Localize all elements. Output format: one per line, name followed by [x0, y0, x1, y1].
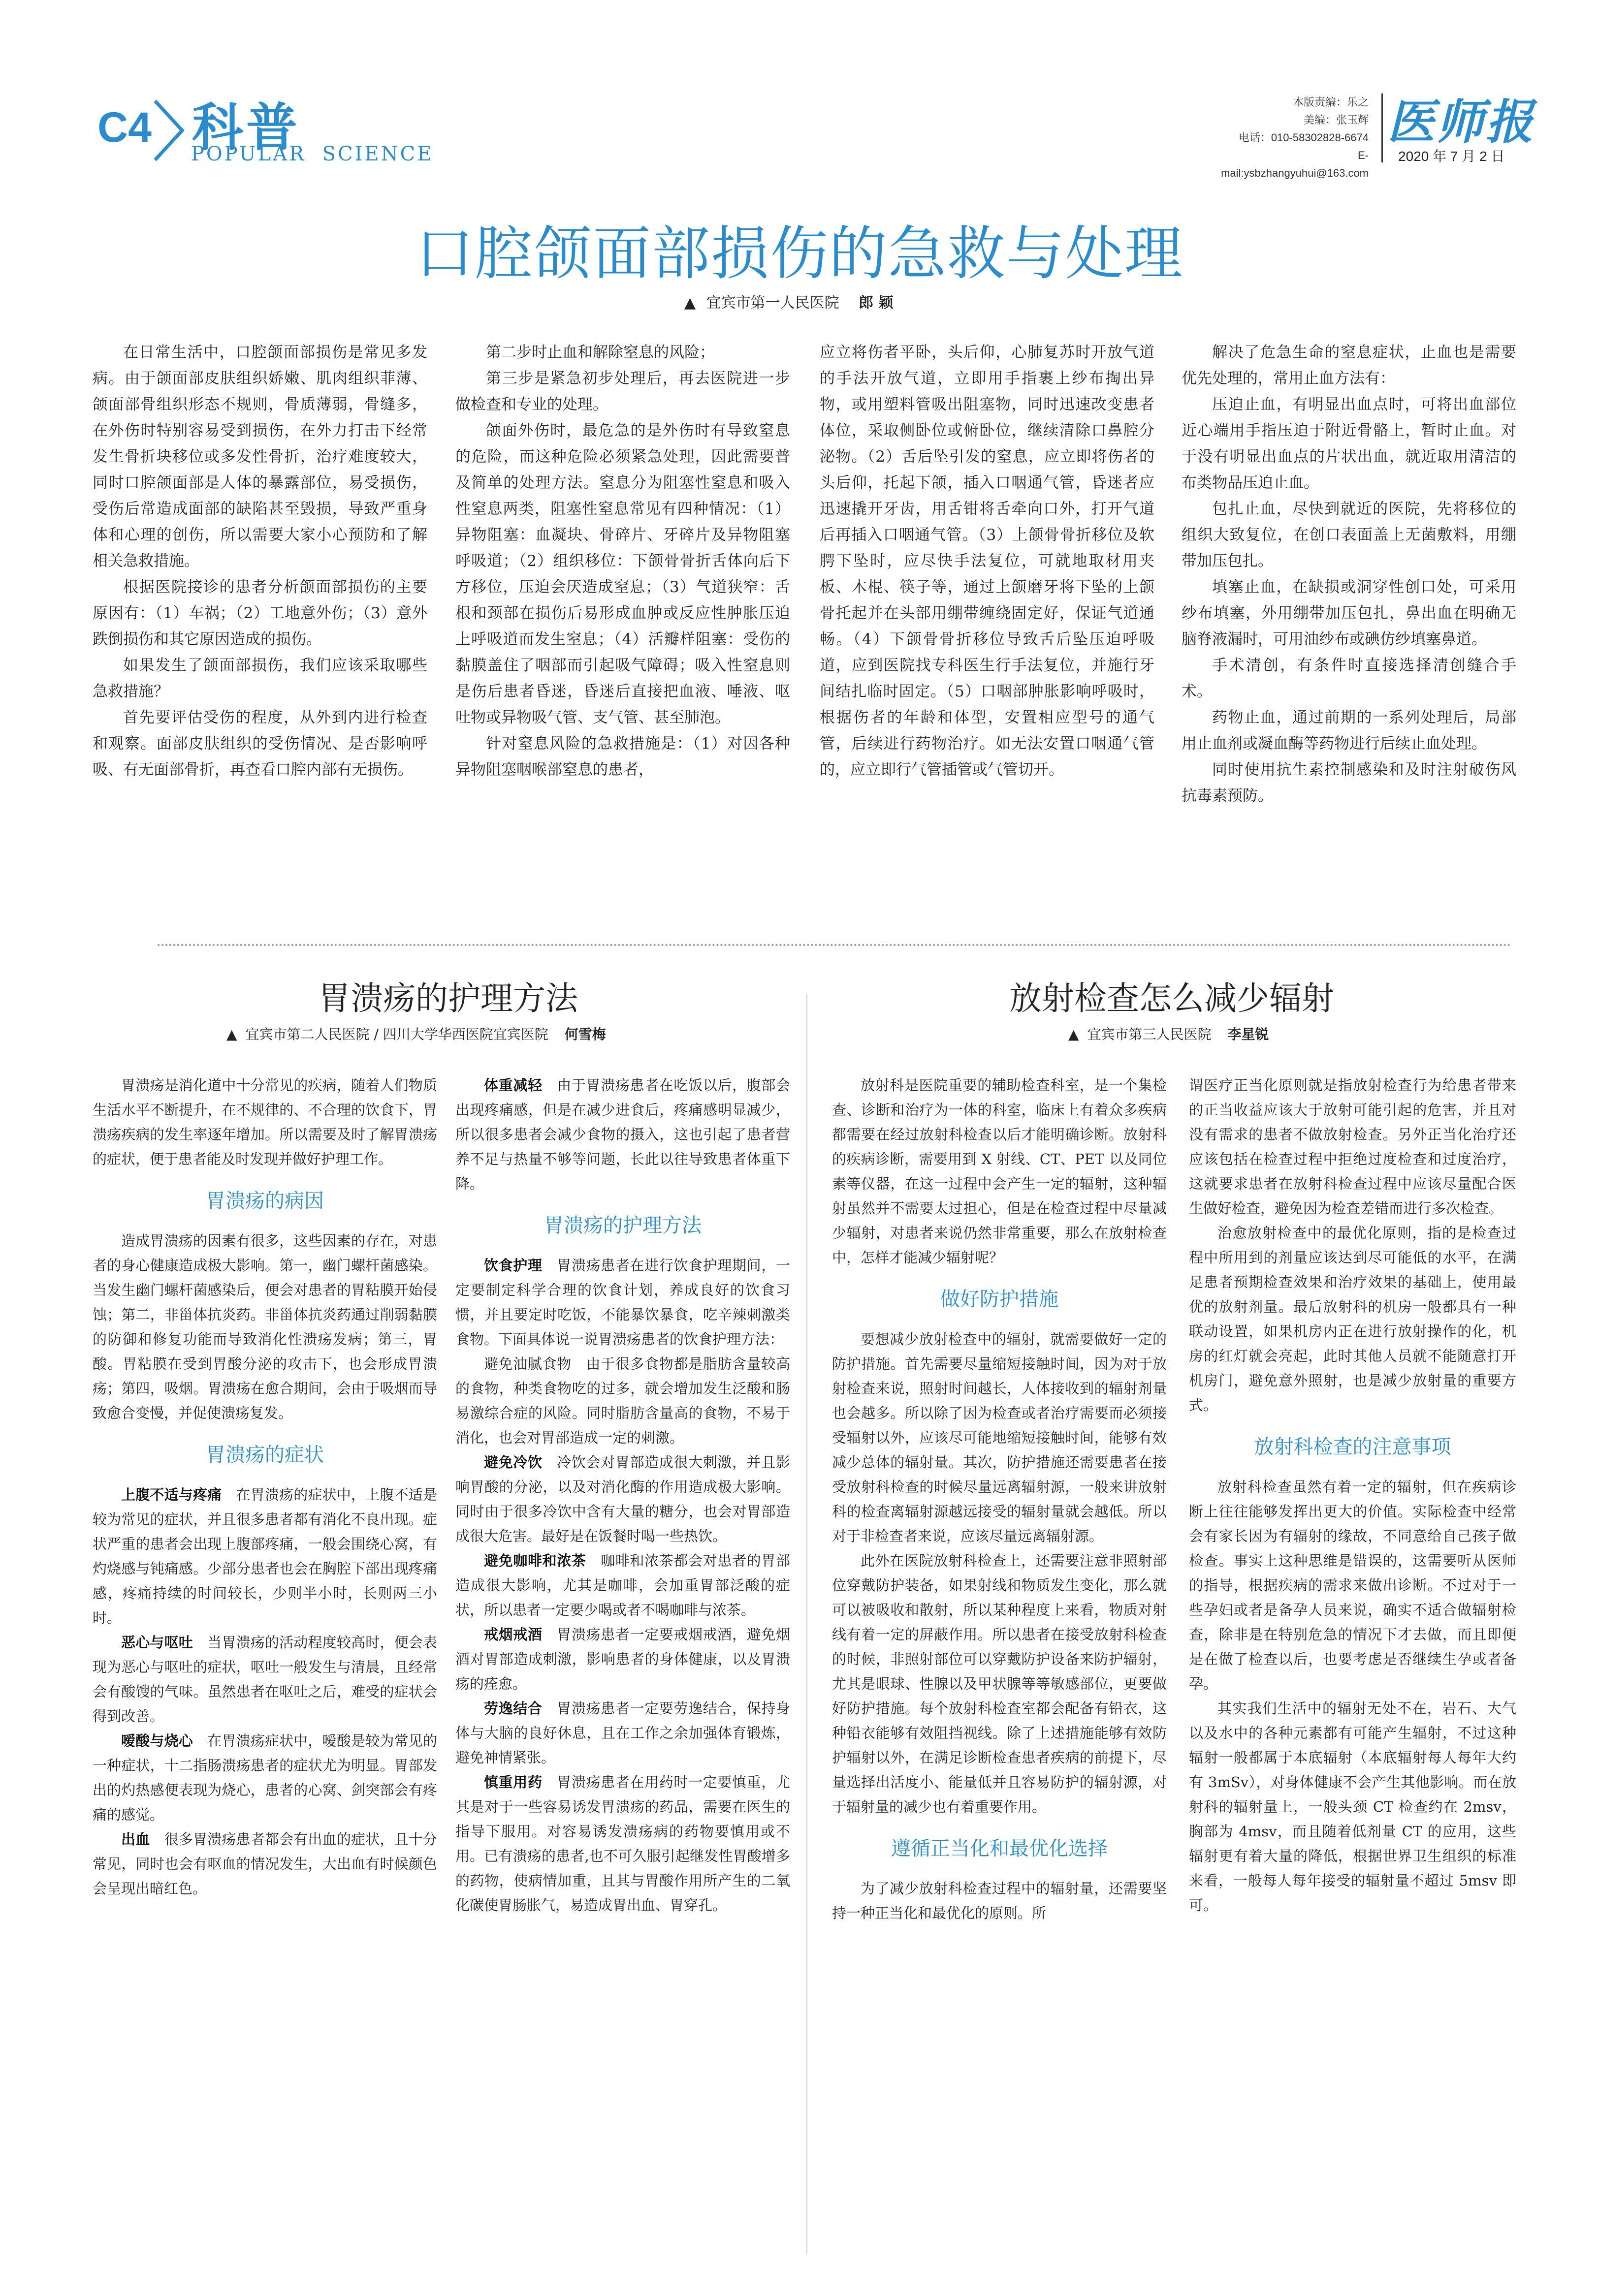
- paragraph-text: 在胃溃疡的症状中，上腹不适是较为常见的症状，并且很多患者都有消化不良出现。症状严重的患者会出现上腹部疼痛，一般会围绕心窝，有灼烧感与钝痛感。少部分患者也会在胸腔下部出现疼痛感，疼痛持续的时间较长，少则半小时，长则两三小时。: [93, 1486, 437, 1626]
- byline-author: 郎 颖: [859, 294, 894, 312]
- paragraph: 放射科是医院重要的辅助检查科室，是一个集检查、诊断和治疗为一体的科室，临床上有着众多疾病都需要在经过放射科检查以后才能明确诊断。放射科的疾病诊断，需要用到 X 射线、CT、PET 以及同位素等仪器，在这一过程中会产生一定的辐射，这种辐射虽然并不需要太过担心，但是在检查过程中尽量减少辐射，对患者来说仍然非常重要，那么在放射检查中，怎样才能减少辐射呢？: [832, 1077, 1167, 1266]
- paragraph: [455, 1548, 790, 1622]
- main-headline: 口腔颌面部损伤的急救与处理: [415, 220, 1183, 287]
- lead-term: 饮食护理: [484, 1257, 543, 1274]
- paragraph: [93, 1729, 437, 1827]
- lead-term: 避免咖啡和浓茶: [484, 1552, 586, 1569]
- byline-org: 宜宾市第二人民医院 / 四川大学华西医院宜宾医院: [245, 1026, 548, 1042]
- paragraph: 药物止血，通过前期的一系列处理后，局部用止血剂或凝血酶等药物进行后续止血处理。: [1182, 709, 1516, 753]
- paragraph: 填塞止血，在缺损或洞穿性创口处，可采用纱布填塞，外用绷带加压包扎，鼻出血在明确无脑脊液漏时，可用油纱布或碘仿纱填塞鼻道。: [1182, 578, 1516, 648]
- main-byline: [684, 290, 894, 312]
- paragraph: 在日常生活中，口腔颌面部损伤是常见多发病。由于颌面部皮肤组织娇嫩、肌肉组织菲薄、颌面部骨组织形态不规则，骨质薄弱，骨缝多，在外伤时特别容易受到损伤，在外力打击下经常发生骨折块移位或多发性骨折，治疗难度较大，同时口腔颌面部是人体的暴露部位，易受损伤，受伤后常造成面部的缺陷甚至毁损，导致严重身体和心理的创伤，所以需要大家小心预防和了解相关急救措施。: [93, 344, 427, 570]
- lead-term: 出血: [121, 1831, 150, 1848]
- triangle-icon: ▲: [226, 1026, 237, 1042]
- editor-info: [1221, 94, 1369, 182]
- ulcer-headline: 胃溃疡的护理方法: [318, 979, 578, 1017]
- paragraph: 颌面外伤时，最危急的是外伤时有导致窒息的危险，而这种危险必须紧急处理，因此需要普及简单的处理方法。窒息分为阻塞性窒息和吸入性窒息两类，阻塞性窒息常见有四种情况：（1）异物阻塞：血凝块、骨碎片、牙碎片及异物阻塞呼吸道；（2）组织移位：下颌骨骨折舌体向后下方移位，压迫会厌造成窒息；（3）气道狭窄：舌根和颈部在损伤后易形成血肿或反应性肿胀压迫上呼吸道而发生窒息；（4）活瓣样阻塞：受伤的黏膜盖住了咽部而引起吸气障碍；吸入性窒息则是伤后患者昏迷，昏迷后直接把血液、唾液、呕吐物或异物吸气管、支气管、甚至肺泡。: [455, 422, 790, 726]
- radiation-column-1: [832, 1073, 1167, 1925]
- paragraph: 解决了危急生命的窒息症状，止血也是需要优先处理的，常用止血方法有：: [1182, 344, 1516, 387]
- lead-term: 恶心与呕吐: [121, 1634, 193, 1651]
- lead-term: 避免冷饮: [484, 1454, 543, 1471]
- main-column-3: [820, 340, 1154, 783]
- paragraph: 包扎止血，尽快到就近的医院，先将移位的组织大致复位，在创口表面盖上无菌敷料，用绷带加压包扎。: [1182, 500, 1516, 570]
- paragraph: 应立将伤者平卧，头后仰，心肺复苏时开放气道的手法开放气道，立即用手指裹上纱布掏出异物，或用塑料管吸出阻塞物，同时迅速改变患者体位，采取侧卧位或俯卧位，继续清除口鼻腔分泌物。（2）舌后坠引发的窒息，应立即将伤者的头后仰，托起下颌，插入口咽通气管，昏迷者应迅速撬开牙齿，用舌钳将舌牵向口外，打开气道后再插入口咽通气管。（3）上颌骨骨折移位及软腭下坠时，应尽快手法复位，可就地取材用夹板、木棍、筷子等，通过上颌磨牙将下坠的上颌骨托起并在头部用绷带缠绕固定好，保证气道通畅。（4）下颌骨骨折移位导致舌后坠压迫呼吸道，应到医院找专科医生行手法复位，并施行牙间结扎临时固定。（5）口咽部肿胀影响呼吸时，根据伤者的年龄和体型，安置相应型号的通气管，后续进行药物治疗。如无法安置口咽通气管的，应立即行气管插管或气管切开。: [820, 344, 1154, 779]
- paragraph: 第三步是紧急初步处理后，再去医院进一步做检查和专业的处理。: [455, 370, 790, 413]
- paragraph: 针对窒息风险的急救措施是：（1）对因各种异物阻塞咽喉部窒息的患者，: [455, 735, 790, 779]
- paragraph: [93, 1482, 437, 1630]
- subheading: 做好防护措施: [940, 1288, 1058, 1311]
- subheading: 放射科检查的注意事项: [1254, 1436, 1451, 1458]
- byline-author: 李星锐: [1227, 1026, 1269, 1042]
- paragraph: [455, 1696, 790, 1770]
- paragraph-text: 在胃溃疡症状中，嗳酸是较为常见的一种症状，十二指肠溃疡患者的症状尤为明显。胃部发出的灼热感便表现为烧心，患者的心窝、剑突部会有疼痛的感觉。: [93, 1732, 437, 1823]
- ulcer-column-2: [455, 1073, 790, 1918]
- byline-org: 宜宾市第一人民医院: [706, 294, 839, 312]
- main-column-4: [1182, 340, 1516, 809]
- paragraph: 治愈放射检查中的最优化原则，指的是检查过程中所用到的剂量应该达到尽可能低的水平，在满足患者预期检查效果和治疗效果的基础上，使用最优的放射剂量。最后放射科的机房一般都具有一种联动设置，如果机房内正在进行放射操作的化，机房的红灯就会亮起，此时其他人员就不能随意打开机房门，避免意外照射，也是减少放射量的重要方式。: [1189, 1225, 1516, 1414]
- ulcer-column-1: [93, 1073, 437, 1901]
- radiation-headline: 放射检查怎么减少辐射: [1009, 979, 1334, 1017]
- paragraph: 此外在医院放射科检查上，还需要注意非照射部位穿戴防护装备，如果射线和物质发生变化，那么就可以被吸收和散射，所以某种程度上来看，物质对射线有着一定的屏蔽作用。所以患者在接受放射科检查的时候，非照射部位可以穿戴防护设备来防护辐射，尤其是眼球、性腺以及甲状腺等等敏感部位，更要做好防护措施。每个放射科检查室都会配备有铅衣，这种铅衣能够有效阻挡视线。除了上述措施能够有效防护辐射以外，在满足诊断检查患者疾病的前提下，尽量选择出活度小、能量低并且容易防护的辐射源，对于辐射量的减少也有着重要作用。: [832, 1552, 1167, 1815]
- paragraph: 如果发生了颌面部损伤，我们应该采取哪些急救措施？: [93, 657, 427, 700]
- issue-date: 2020 年 7 月 2 日: [1398, 149, 1505, 164]
- lead-term: 嗳酸与烧心: [121, 1732, 193, 1749]
- paragraph-text: 胃溃疡患者在用药时一定要慎重，尤其是对于一些容易诱发胃溃疡的药品，需要在医生的指导下服用。对容易诱发溃疡病的药物要慎用或不用。已有溃疡的患者,也不可久服引起继发性胃酸增多的药物，使病情加重，且其与胃酸作用所产生的二氧化碳使胃肠胀气，易造成胃出血、胃穿孔。: [455, 1774, 790, 1914]
- paragraph: [455, 1253, 790, 1352]
- paragraph: [455, 1622, 790, 1696]
- paragraph: 同时使用抗生素控制感染和及时注射破伤风抗毒素预防。: [1182, 761, 1516, 805]
- radiation-column-2: [1189, 1073, 1516, 1918]
- paragraph: 造成胃溃疡的因素有很多，这些因素的存在，对患者的身心健康造成极大影响。第一，幽门螺杆菌感染。当发生幽门螺杆菌感染后，便会对患者的胃粘膜开始侵蚀；第二，非甾体抗炎药。非甾体抗炎药通过削弱黏膜的防御和修复功能而导致消化性溃疡发病；第三，胃酸。胃粘膜在受到胃酸分泌的攻击下，也会形成胃溃疡；第四，吸烟。胃溃疡在愈合期间，会由于吸烟而导致愈合变慢，并促使溃疡复发。: [93, 1232, 437, 1421]
- lead-term: 上腹不适与疼痛: [121, 1486, 222, 1503]
- section-title-en: POPULAR SCIENCE: [191, 143, 434, 165]
- paragraph: 手术清创，有条件时直接选择清创缝合手术。: [1182, 657, 1516, 700]
- paragraph: 要想减少放射检查中的辐射，就需要做好一定的防护措施。首先需要尽量缩短接触时间，因为对于放射检查来说，照射时间越长，人体接收到的辐射剂量也会越多。所以除了因为检查或者治疗需要而必须接受辐射以外，应该尽可能地缩短接触时间，能够有效减少总体的辐射量。其次，防护措施还需要患者在接受放射科检查的时候尽量远离辐射源，一般来讲放射科的检查离辐射源越远接受的辐射量就会越低。所以对于非检查者来说，应该尽量远离辐射源。: [832, 1331, 1167, 1544]
- lead-term: 体重减轻: [484, 1077, 543, 1094]
- radiation-byline: [1068, 1024, 1269, 1043]
- newspaper-logo: 医师报: [1387, 94, 1535, 150]
- paragraph: 其实我们生活中的辐射无处不在，岩石、大气以及水中的各种元素都有可能产生辐射，不过这种辐射一般都属于本底辐射（本底辐射每人每年大约有 3mSv），对身体健康不会产生其他影响。而在放射科的辐射量上，一般头颈 CT 检查约在 2msv，胸部为 4msv，而且随着低剂量 CT 的应用，这些辐射更有着大量的降低，根据世界卫生组织的标准来看，一般每人每年接受的辐射量不超过 5msv 即可。: [1189, 1700, 1516, 1914]
- paragraph-text: 当胃溃疡的活动程度较高时，便会表现为恶心与呕吐的症状，呕吐一般发生与清晨，且经常会有酸馊的气味。虽然患者在呕吐之后，难受的症状会得到改善。: [93, 1634, 437, 1725]
- paragraph: 为了减少放射科检查过程中的辐射量，还需要坚持一种正当化和最优化的原则。所: [832, 1880, 1167, 1921]
- lead-term: 慎重用药: [484, 1774, 543, 1791]
- paragraph: 放射科检查虽然有着一定的辐射，但在疾病诊断上往往能够发挥出更大的价值。实际检查中经常会有家长因为有辐射的缘故，不同意给自己孩子做检查。事实上这种思维是错误的，这需要听从医师的指导，根据疾病的需求来做出诊断。不过对于一些孕妇或者是备孕人员来说，确实不适合做辐射检查，除非是在特别危急的情况下才去做，而且即便是在做了检查以后，也要考虑是否继续生孕或者备孕。: [1189, 1478, 1516, 1692]
- paragraph: 避免油腻食物 由于很多食物都是脂肪含量较高的食物，种类食物吃的过多，就会增加发生泛酸和肠易激综合症的风险。同时脂肪含量高的食物，不易于消化，也会对胃部造成一定的刺激。: [455, 1355, 790, 1446]
- paragraph: [455, 1073, 790, 1196]
- section-divider: [158, 944, 1511, 946]
- subheading: 胃溃疡的症状: [206, 1444, 324, 1466]
- paragraph: [455, 1450, 790, 1548]
- subheading: 胃溃疡的病因: [206, 1190, 324, 1212]
- section-title: 科普: [192, 99, 301, 157]
- lead-term: 劳逸结合: [484, 1700, 543, 1717]
- main-column-2: [455, 340, 790, 783]
- paragraph-text: 胃溃疡患者在进行饮食护理期间，一定要制定科学合理的饮食计划，养成良好的饮食习惯，并且要定时吃饭，不能暴饮暴食，吃辛辣刺激类食物。下面具体说一说胃溃疡患者的饮食护理方法：: [455, 1257, 790, 1348]
- email-line: E-mail:ysbzhangyuhui@163.com: [1221, 149, 1369, 179]
- subheading: 遵循正当化和最优化选择: [891, 1837, 1108, 1860]
- paragraph-text: 胃溃疡患者一定要劳逸结合，保持身体与大脑的良好休息，且在工作之余加强体育锻炼，避免神情紧张。: [455, 1700, 790, 1766]
- paragraph: 压迫止血，有明显出血点时，可将出血部位近心端用手指压迫于附近骨骼上，暂时止血。对于没有明显出血点的片状出血，就近取用清洁的布类物品压迫止血。: [1182, 396, 1516, 492]
- editor-line: 本版责编：乐之: [1292, 96, 1369, 108]
- byline-author: 何雪梅: [564, 1026, 606, 1042]
- byline-org: 宜宾市第三人民医院: [1087, 1026, 1212, 1042]
- paragraph-text: 胃溃疡患者一定要戒烟戒酒，避免烟酒对胃部造成刺激，影响患者的身体健康，以及胃溃疡的痊愈。: [455, 1626, 790, 1692]
- paragraph: [93, 1827, 437, 1901]
- lead-term: 戒烟戒酒: [484, 1626, 543, 1643]
- triangle-icon: ▲: [684, 294, 696, 312]
- designer-line: 美编：张玉辉: [1303, 114, 1369, 126]
- paragraph: 谓医疗正当化原则就是指放射检查行为给患者带来的正当收益应该大于放射可能引起的危害，并且对没有需求的患者不做放射检查。另外正当化治疗还应该包括在检查过程中拒绝过度检查和过度治疗，这就要求患者在放射科检查过程中应该尽量配合医生做好检查，避免因为检查差错而进行多次检查。: [1189, 1077, 1516, 1217]
- paragraph-text: 由于胃溃疡患者在吃饭以后，腹部会出现疼痛感，但是在减少进食后，疼痛感明显减少，所以很多患者会减少食物的摄入，这也引起了患者营养不足与热量不够等问题，长此以往导致患者体重下降。: [455, 1077, 790, 1192]
- logo-divider: [1381, 94, 1383, 162]
- paragraph: [455, 1770, 790, 1918]
- article-divider: [806, 994, 807, 2254]
- paragraph: 根据医院接诊的患者分析颌面部损伤的主要原因有：（1）车祸；（2）工地意外伤；（3）意外跌倒损伤和其它原因造成的损伤。: [93, 578, 427, 648]
- phone-line: 电话：010-58302828-6674: [1238, 131, 1369, 144]
- paragraph-text: 冷饮会对胃部造成很大刺激，并且影响胃酸的分泌，以及对消化酶的作用造成极大影响。同时由于很多冷饮中含有大量的糖分，也会对胃部造成很大危害。最好是在饭餐时喝一些热饮。: [455, 1454, 790, 1544]
- paragraph-text: 咖啡和浓茶都会对患者的胃部造成很大影响，尤其是咖啡，会加重胃部泛酸的症状，所以患者一定要少喝或者不喝咖啡与浓茶。: [455, 1552, 790, 1618]
- paragraph: [93, 1630, 437, 1729]
- ulcer-byline: [226, 1024, 606, 1043]
- paragraph: 胃溃疡是消化道中十分常见的疾病，随着人们物质生活水平不断提升，在不规律的、不合理的饮食下，胃溃疡疾病的发生率逐年增加。所以需要及时了解胃溃疡的症状，便于患者能及时发现并做好护理工作。: [93, 1077, 437, 1167]
- paragraph: 首先要评估受伤的程度，从外到内进行检查和观察。面部皮肤组织的受伤情况、是否影响呼吸、有无面部骨折，再查看口腔内部有无损伤。: [93, 709, 427, 779]
- triangle-icon: ▲: [1068, 1026, 1079, 1042]
- paragraph-text: 很多胃溃疡患者都会有出血的症状，且十分常见，同时也会有呕血的情况发生，大出血有时候颜色会呈现出暗红色。: [93, 1831, 437, 1897]
- main-column-1: [93, 340, 427, 783]
- paragraph: 第二步时止血和解除窒息的风险；: [486, 344, 715, 361]
- subheading: 胃溃疡的护理方法: [544, 1214, 702, 1237]
- chevron-right-icon: [145, 96, 190, 165]
- page-number: C4: [97, 104, 152, 151]
